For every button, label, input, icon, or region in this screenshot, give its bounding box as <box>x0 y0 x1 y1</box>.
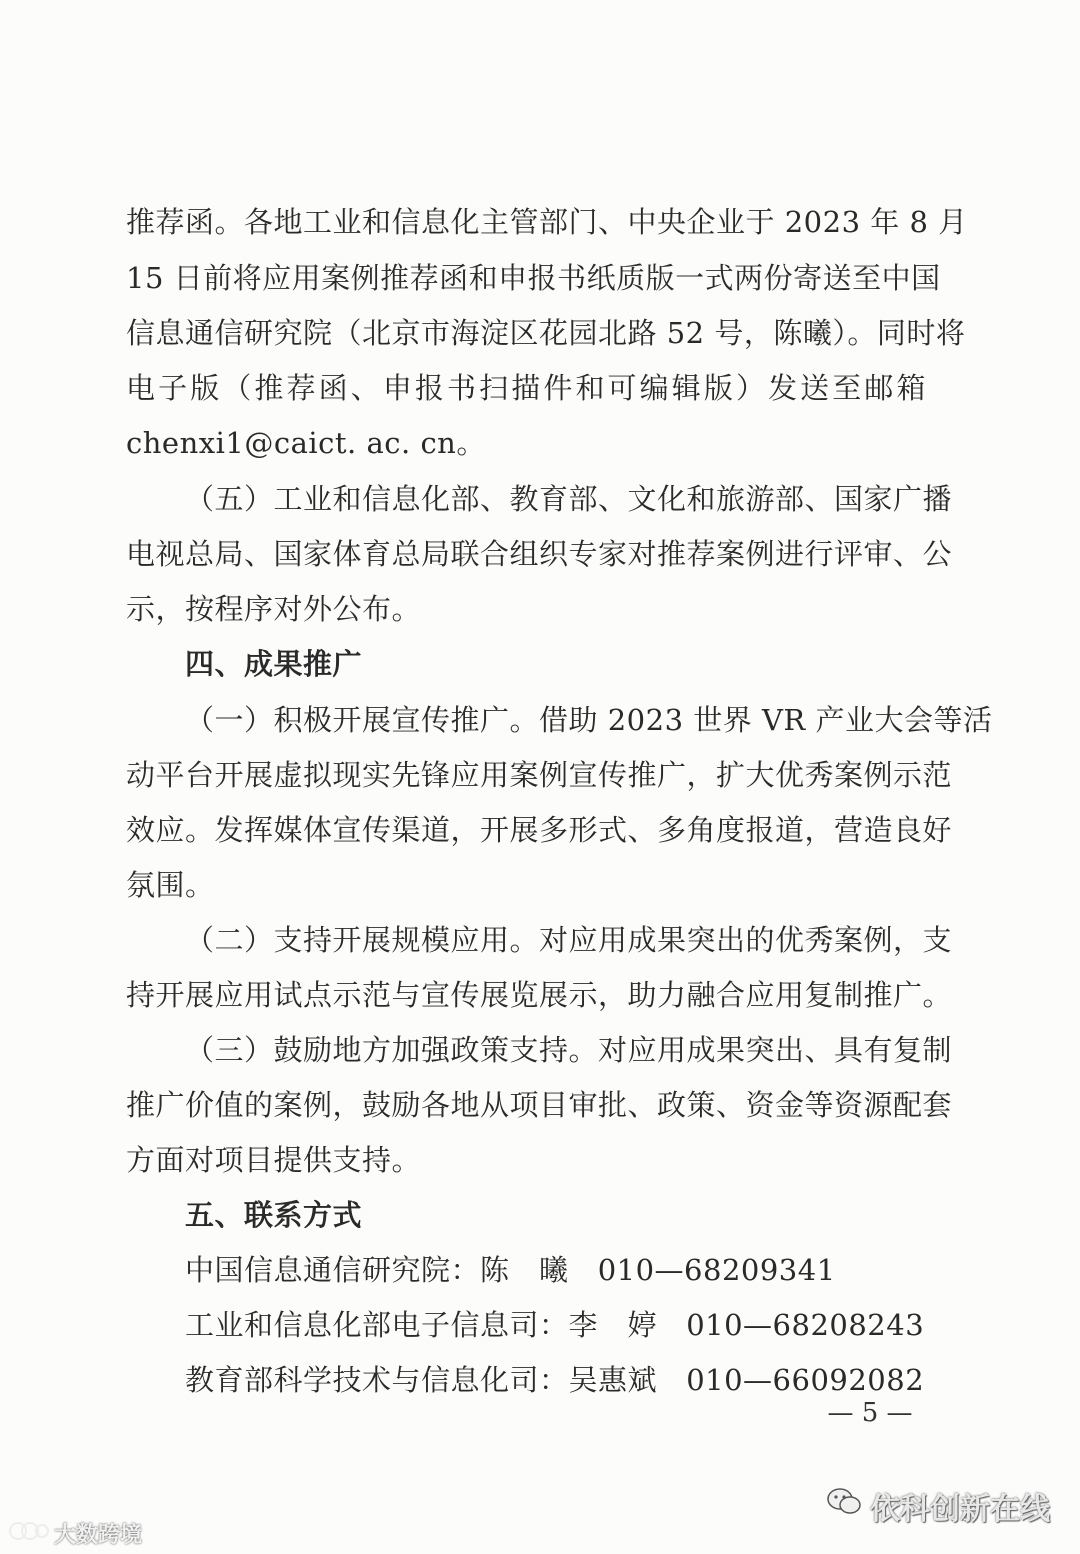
contact-phone: 010—68209341 <box>597 1253 836 1287</box>
contact-row <box>185 1305 925 1345</box>
paragraph-line: 方面对项目提供支持。 <box>126 1143 422 1177</box>
contact-phone: 010—66092082 <box>686 1363 925 1397</box>
paragraph-line: 信息通信研究院（北京市海淀区花园北路 52 号，陈曦）。同时将 <box>126 316 966 350</box>
paragraph-line: 推荐函。各地工业和信息化主管部门、中央企业于 2023 年 8 月 <box>126 205 968 239</box>
contact-name: 陈 曦 <box>480 1253 569 1287</box>
section-heading-4: 四、成果推广 <box>185 647 363 681</box>
paragraph-line: （三）鼓励地方加强政策支持。对应用成果突出、具有复制 <box>185 1033 953 1067</box>
contact-phone: 010—68208243 <box>686 1308 925 1342</box>
paragraph-line: 推广价值的案例，鼓励各地从项目审批、政策、资金等资源配套 <box>126 1088 953 1122</box>
email-line: chenxi1@caict. ac. cn。 <box>126 426 486 460</box>
watermark-text: 依科创新在线 <box>870 1492 1050 1527</box>
page-number: — 5 — <box>827 1398 913 1428</box>
watermark-right <box>826 1484 1050 1528</box>
watermark-text: 大数跨境 <box>54 1523 143 1548</box>
paragraph-line: 15 日前将应用案例推荐函和申报书纸质版一式两份寄送至中国 <box>126 261 941 295</box>
paragraph-line: （二）支持开展规模应用。对应用成果突出的优秀案例，支 <box>185 923 953 957</box>
paragraph-line: 电视总局、国家体育总局联合组织专家对推荐案例进行评审、公 <box>126 537 953 571</box>
section-heading-5: 五、联系方式 <box>185 1198 363 1232</box>
contact-row <box>185 1360 925 1400</box>
contact-org: 工业和信息化部电子信息司： <box>185 1308 569 1342</box>
paragraph-line: 电子版（推荐函、申报书扫描件和可编辑版）发送至邮箱 <box>126 371 926 405</box>
paragraph-line: 持开展应用试点示范与宣传展览展示，助力融合应用复制推广。 <box>126 978 953 1012</box>
contact-row <box>185 1250 925 1290</box>
paragraph-line: 动平台开展虚拟现实先锋应用案例宣传推广，扩大优秀案例示范 <box>126 758 953 792</box>
contact-name: 吴惠斌 <box>568 1363 658 1397</box>
wechat-icon <box>826 1487 862 1525</box>
paragraph-line: 示，按程序对外公布。 <box>126 592 422 626</box>
contact-org: 中国信息通信研究院： <box>185 1253 481 1287</box>
contact-name: 李 婷 <box>568 1308 658 1342</box>
paragraph-line: 效应。发挥媒体宣传渠道，开展多形式、多角度报道，营造良好 <box>126 813 953 847</box>
paragraph-line: （五）工业和信息化部、教育部、文化和旅游部、国家广播 <box>185 482 953 516</box>
watermark-left <box>8 1518 142 1549</box>
contact-org: 教育部科学技术与信息化司： <box>185 1363 569 1397</box>
paragraph-line: 氛围。 <box>126 868 215 902</box>
logo-icon <box>8 1520 50 1548</box>
paragraph-line: （一）积极开展宣传推广。借助 2023 世界 VR 产业大会等活 <box>185 703 993 737</box>
